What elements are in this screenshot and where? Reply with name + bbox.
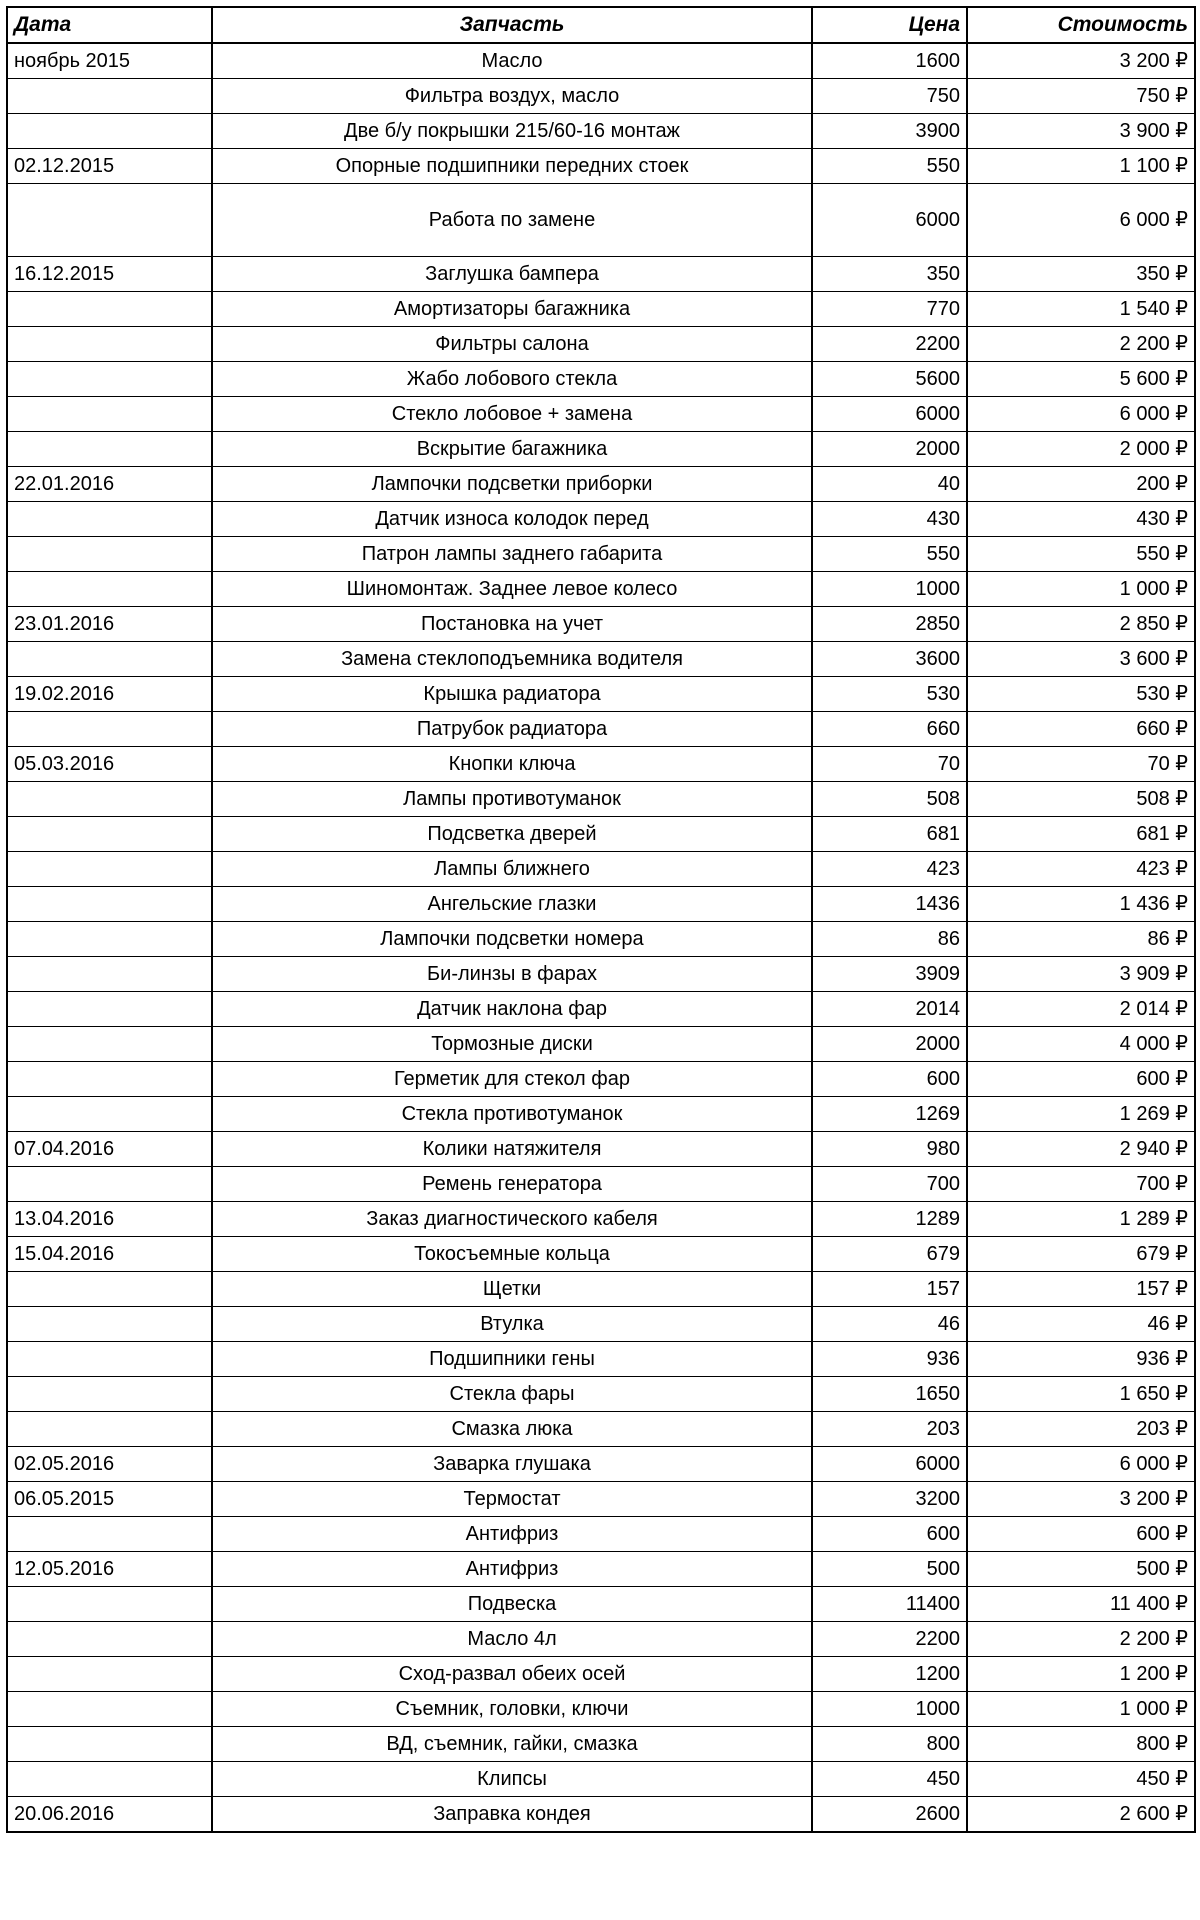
cell-part: Заварка глушака: [212, 1447, 812, 1482]
cell-price: 2200: [812, 327, 967, 362]
cell-date: [7, 1342, 212, 1377]
cell-part: Лампочки подсветки приборки: [212, 467, 812, 502]
cell-part: Масло 4л: [212, 1622, 812, 1657]
table-row: [7, 677, 1195, 712]
cell-cost: 2 600 ₽: [967, 1797, 1195, 1833]
cell-cost: 600 ₽: [967, 1517, 1195, 1552]
cell-price: 6000: [812, 397, 967, 432]
table-row: [7, 642, 1195, 677]
cell-date: [7, 1027, 212, 1062]
table-row: [7, 712, 1195, 747]
cell-cost: 679 ₽: [967, 1237, 1195, 1272]
cell-part: Ремень генератора: [212, 1167, 812, 1202]
cell-part: Би-линзы в фарах: [212, 957, 812, 992]
table-row: [7, 1762, 1195, 1797]
cell-date: [7, 782, 212, 817]
cell-part: Патрон лампы заднего габарита: [212, 537, 812, 572]
table-row: [7, 1727, 1195, 1762]
cell-date: [7, 327, 212, 362]
cell-price: 2200: [812, 1622, 967, 1657]
table-row: [7, 1797, 1195, 1833]
cell-date: [7, 1097, 212, 1132]
cell-part: Подшипники гены: [212, 1342, 812, 1377]
cell-price: 350: [812, 257, 967, 292]
cell-part: Датчик износа колодок перед: [212, 502, 812, 537]
table-row: [7, 922, 1195, 957]
cell-part: Подсветка дверей: [212, 817, 812, 852]
cell-price: 2850: [812, 607, 967, 642]
cell-price: 500: [812, 1552, 967, 1587]
cell-cost: 430 ₽: [967, 502, 1195, 537]
cell-price: 2000: [812, 432, 967, 467]
cell-date: 12.05.2016: [7, 1552, 212, 1587]
cell-date: 02.05.2016: [7, 1447, 212, 1482]
cell-date: [7, 1657, 212, 1692]
table-row: [7, 782, 1195, 817]
cell-price: 550: [812, 149, 967, 184]
cell-cost: 203 ₽: [967, 1412, 1195, 1447]
cell-price: 450: [812, 1762, 967, 1797]
cell-date: 19.02.2016: [7, 677, 212, 712]
cell-part: Токосъемные кольца: [212, 1237, 812, 1272]
cell-date: 06.05.2015: [7, 1482, 212, 1517]
cell-part: Замена стеклоподъемника водителя: [212, 642, 812, 677]
cell-cost: 3 600 ₽: [967, 642, 1195, 677]
table-row: [7, 1517, 1195, 1552]
cell-cost: 2 000 ₽: [967, 432, 1195, 467]
table-row: [7, 432, 1195, 467]
cell-part: Лампочки подсветки номера: [212, 922, 812, 957]
cell-price: 11400: [812, 1587, 967, 1622]
header-cost: Стоимость: [967, 7, 1195, 43]
cell-cost: 1 000 ₽: [967, 572, 1195, 607]
table-row: [7, 397, 1195, 432]
cell-date: [7, 642, 212, 677]
cell-price: 3200: [812, 1482, 967, 1517]
table-row: [7, 1272, 1195, 1307]
cell-price: 2000: [812, 1027, 967, 1062]
cell-date: ноябрь 2015: [7, 43, 212, 79]
table-row: [7, 114, 1195, 149]
cell-cost: 86 ₽: [967, 922, 1195, 957]
cell-date: [7, 114, 212, 149]
cell-price: 3900: [812, 114, 967, 149]
cell-price: 679: [812, 1237, 967, 1272]
table-row: [7, 257, 1195, 292]
cell-cost: 4 000 ₽: [967, 1027, 1195, 1062]
cell-part: Масло: [212, 43, 812, 79]
cell-part: Герметик для стекол фар: [212, 1062, 812, 1097]
cell-price: 550: [812, 537, 967, 572]
cell-cost: 1 436 ₽: [967, 887, 1195, 922]
table-row: [7, 1482, 1195, 1517]
table-row: [7, 537, 1195, 572]
cell-cost: 1 000 ₽: [967, 1692, 1195, 1727]
header-price: Цена: [812, 7, 967, 43]
cell-date: [7, 1517, 212, 1552]
cell-cost: 2 014 ₽: [967, 992, 1195, 1027]
table-row: [7, 149, 1195, 184]
table-row: [7, 292, 1195, 327]
cell-cost: 2 200 ₽: [967, 327, 1195, 362]
cell-part: Ангельские глазки: [212, 887, 812, 922]
cell-cost: 550 ₽: [967, 537, 1195, 572]
cell-cost: 6 000 ₽: [967, 1447, 1195, 1482]
cell-price: 530: [812, 677, 967, 712]
cell-price: 936: [812, 1342, 967, 1377]
cell-cost: 2 940 ₽: [967, 1132, 1195, 1167]
cell-price: 681: [812, 817, 967, 852]
table-row: [7, 1097, 1195, 1132]
table-row: [7, 747, 1195, 782]
cell-price: 1269: [812, 1097, 967, 1132]
cell-date: [7, 1377, 212, 1412]
cell-price: 423: [812, 852, 967, 887]
cell-date: 16.12.2015: [7, 257, 212, 292]
cell-part: Крышка радиатора: [212, 677, 812, 712]
cell-cost: 6 000 ₽: [967, 184, 1195, 257]
cell-price: 508: [812, 782, 967, 817]
table-row: [7, 852, 1195, 887]
cell-date: [7, 362, 212, 397]
cell-date: [7, 1062, 212, 1097]
cell-part: Кнопки ключа: [212, 747, 812, 782]
cell-part: Опорные подшипники передних стоек: [212, 149, 812, 184]
cell-date: [7, 957, 212, 992]
cell-date: [7, 852, 212, 887]
cell-cost: 70 ₽: [967, 747, 1195, 782]
cell-price: 70: [812, 747, 967, 782]
cell-cost: 1 650 ₽: [967, 1377, 1195, 1412]
cell-price: 5600: [812, 362, 967, 397]
table-row: [7, 572, 1195, 607]
cell-price: 980: [812, 1132, 967, 1167]
cell-date: 23.01.2016: [7, 607, 212, 642]
cell-part: Термостат: [212, 1482, 812, 1517]
cell-cost: 530 ₽: [967, 677, 1195, 712]
cell-date: [7, 1587, 212, 1622]
cell-price: 600: [812, 1062, 967, 1097]
cell-date: [7, 1272, 212, 1307]
table-row: [7, 1167, 1195, 1202]
cell-cost: 2 200 ₽: [967, 1622, 1195, 1657]
cell-part: Работа по замене: [212, 184, 812, 257]
cell-part: Подвеска: [212, 1587, 812, 1622]
cell-part: Датчик наклона фар: [212, 992, 812, 1027]
cell-price: 157: [812, 1272, 967, 1307]
cell-date: [7, 992, 212, 1027]
cell-date: 02.12.2015: [7, 149, 212, 184]
table-row: [7, 887, 1195, 922]
cell-price: 6000: [812, 1447, 967, 1482]
cell-part: Жабо лобового стекла: [212, 362, 812, 397]
cell-date: [7, 79, 212, 114]
cell-part: Амортизаторы багажника: [212, 292, 812, 327]
cell-part: Тормозные диски: [212, 1027, 812, 1062]
cell-part: Лампы ближнего: [212, 852, 812, 887]
header-row: [7, 7, 1195, 43]
table-row: [7, 992, 1195, 1027]
cell-cost: 450 ₽: [967, 1762, 1195, 1797]
cell-part: Две б/у покрышки 215/60-16 монтаж: [212, 114, 812, 149]
cell-cost: 1 100 ₽: [967, 149, 1195, 184]
cell-part: Фильтра воздух, масло: [212, 79, 812, 114]
cell-cost: 1 540 ₽: [967, 292, 1195, 327]
cell-part: Антифриз: [212, 1552, 812, 1587]
table-row: [7, 1062, 1195, 1097]
cell-part: Заказ диагностического кабеля: [212, 1202, 812, 1237]
cell-date: 20.06.2016: [7, 1797, 212, 1833]
cell-price: 1200: [812, 1657, 967, 1692]
cell-price: 1289: [812, 1202, 967, 1237]
cell-price: 430: [812, 502, 967, 537]
cell-price: 1000: [812, 572, 967, 607]
cell-cost: 6 000 ₽: [967, 397, 1195, 432]
cell-price: 750: [812, 79, 967, 114]
cell-part: Заправка кондея: [212, 1797, 812, 1833]
cell-price: 46: [812, 1307, 967, 1342]
table-row: [7, 467, 1195, 502]
cell-date: [7, 502, 212, 537]
cell-date: 15.04.2016: [7, 1237, 212, 1272]
cell-price: 600: [812, 1517, 967, 1552]
cell-cost: 660 ₽: [967, 712, 1195, 747]
cell-cost: 500 ₽: [967, 1552, 1195, 1587]
cell-price: 2600: [812, 1797, 967, 1833]
cell-cost: 423 ₽: [967, 852, 1195, 887]
cell-price: 40: [812, 467, 967, 502]
cell-part: Антифриз: [212, 1517, 812, 1552]
cell-cost: 681 ₽: [967, 817, 1195, 852]
table-row: [7, 817, 1195, 852]
table-row: [7, 79, 1195, 114]
cell-cost: 3 200 ₽: [967, 43, 1195, 79]
table-row: [7, 184, 1195, 257]
table-row: [7, 1342, 1195, 1377]
cell-date: 05.03.2016: [7, 747, 212, 782]
table-row: [7, 1237, 1195, 1272]
cell-part: Сход-развал обеих осей: [212, 1657, 812, 1692]
cell-price: 1436: [812, 887, 967, 922]
cell-date: [7, 1692, 212, 1727]
cell-part: Фильтры салона: [212, 327, 812, 362]
cell-date: [7, 1622, 212, 1657]
cell-price: 700: [812, 1167, 967, 1202]
cell-date: [7, 817, 212, 852]
cell-date: 13.04.2016: [7, 1202, 212, 1237]
cell-cost: 11 400 ₽: [967, 1587, 1195, 1622]
table-row: [7, 607, 1195, 642]
cell-date: [7, 887, 212, 922]
cell-part: Смазка люка: [212, 1412, 812, 1447]
cell-part: Постановка на учет: [212, 607, 812, 642]
cell-price: 1650: [812, 1377, 967, 1412]
cell-date: [7, 432, 212, 467]
table-row: [7, 362, 1195, 397]
table-row: [7, 1202, 1195, 1237]
table-row: [7, 1587, 1195, 1622]
table-row: [7, 957, 1195, 992]
cell-cost: 1 269 ₽: [967, 1097, 1195, 1132]
cell-date: [7, 1307, 212, 1342]
cell-cost: 3 200 ₽: [967, 1482, 1195, 1517]
cell-cost: 1 289 ₽: [967, 1202, 1195, 1237]
header-part: Запчасть: [212, 7, 812, 43]
cell-part: Шиномонтаж. Заднее левое колесо: [212, 572, 812, 607]
cell-price: 6000: [812, 184, 967, 257]
cell-price: 2014: [812, 992, 967, 1027]
table-row: [7, 1377, 1195, 1412]
cell-part: Клипсы: [212, 1762, 812, 1797]
cell-price: 3600: [812, 642, 967, 677]
cell-price: 770: [812, 292, 967, 327]
cell-date: [7, 1412, 212, 1447]
cell-cost: 46 ₽: [967, 1307, 1195, 1342]
cell-cost: 800 ₽: [967, 1727, 1195, 1762]
cell-price: 3909: [812, 957, 967, 992]
header-date: Дата: [7, 7, 212, 43]
cell-cost: 3 909 ₽: [967, 957, 1195, 992]
cell-cost: 936 ₽: [967, 1342, 1195, 1377]
table-row: [7, 1552, 1195, 1587]
car-expenses-table: [6, 6, 1196, 1833]
cell-cost: 2 850 ₽: [967, 607, 1195, 642]
cell-cost: 200 ₽: [967, 467, 1195, 502]
cell-date: [7, 712, 212, 747]
cell-date: [7, 922, 212, 957]
cell-date: [7, 537, 212, 572]
cell-date: [7, 1727, 212, 1762]
cell-price: 800: [812, 1727, 967, 1762]
cell-cost: 700 ₽: [967, 1167, 1195, 1202]
table-row: [7, 1622, 1195, 1657]
cell-part: Колики натяжителя: [212, 1132, 812, 1167]
cell-cost: 5 600 ₽: [967, 362, 1195, 397]
cell-part: Патрубок радиатора: [212, 712, 812, 747]
table-row: [7, 1412, 1195, 1447]
cell-part: Стекла противотуманок: [212, 1097, 812, 1132]
cell-date: 22.01.2016: [7, 467, 212, 502]
table-row: [7, 1657, 1195, 1692]
table-row: [7, 43, 1195, 79]
cell-part: ВД, съемник, гайки, смазка: [212, 1727, 812, 1762]
cell-part: Втулка: [212, 1307, 812, 1342]
cell-cost: 3 900 ₽: [967, 114, 1195, 149]
cell-part: Щетки: [212, 1272, 812, 1307]
table-row: [7, 1027, 1195, 1062]
cell-part: Съемник, головки, ключи: [212, 1692, 812, 1727]
cell-date: [7, 292, 212, 327]
table-row: [7, 502, 1195, 537]
table-row: [7, 327, 1195, 362]
cell-part: Вскрытие багажника: [212, 432, 812, 467]
cell-part: Заглушка бампера: [212, 257, 812, 292]
cell-part: Стекло лобовое + замена: [212, 397, 812, 432]
cell-price: 1000: [812, 1692, 967, 1727]
cell-price: 203: [812, 1412, 967, 1447]
cell-cost: 508 ₽: [967, 782, 1195, 817]
cell-date: [7, 1167, 212, 1202]
cell-cost: 750 ₽: [967, 79, 1195, 114]
cell-part: Лампы противотуманок: [212, 782, 812, 817]
table-row: [7, 1132, 1195, 1167]
cell-price: 660: [812, 712, 967, 747]
cell-price: 1600: [812, 43, 967, 79]
cell-price: 86: [812, 922, 967, 957]
cell-cost: 1 200 ₽: [967, 1657, 1195, 1692]
table-row: [7, 1692, 1195, 1727]
cell-date: [7, 572, 212, 607]
cell-part: Стекла фары: [212, 1377, 812, 1412]
table-row: [7, 1307, 1195, 1342]
table-row: [7, 1447, 1195, 1482]
cell-date: [7, 1762, 212, 1797]
cell-cost: 600 ₽: [967, 1062, 1195, 1097]
table-body: [7, 43, 1195, 1832]
cell-cost: 157 ₽: [967, 1272, 1195, 1307]
cell-date: 07.04.2016: [7, 1132, 212, 1167]
cell-cost: 350 ₽: [967, 257, 1195, 292]
cell-date: [7, 184, 212, 257]
cell-date: [7, 397, 212, 432]
